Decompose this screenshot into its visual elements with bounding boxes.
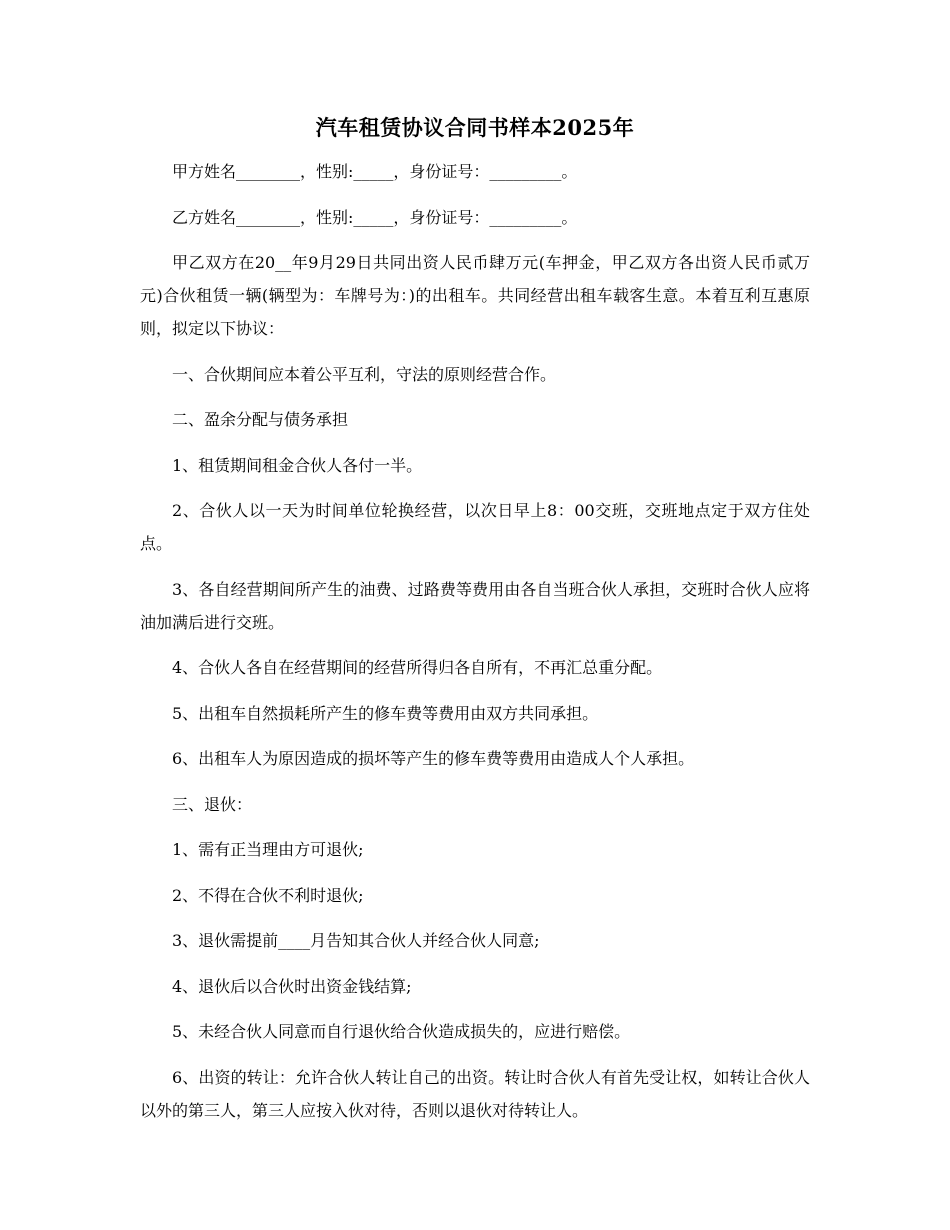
party-a-info: 甲方姓名________，性别:_____，身份证号：_________。 [172,162,578,181]
clause-3-3: 3、退伙需提前____月告知其合伙人并经合伙人同意; [172,931,540,950]
clause-2-5: 5、出租车自然损耗所产生的修车费等费用由双方共同承担。 [172,703,599,723]
clause-3-5: 5、未经合伙人同意而自行退伙给合伙造成损失的，应进行赔偿。 [172,1022,631,1041]
clause-3-6: 6、出资的转让：允许合伙人转让自己的出资。转让时合伙人有首先受让权，如转让合伙人以外的第三人，第三人应按入伙对待，否则以退伙对待转让人。 [140,1067,810,1120]
document-body [140,155,810,1139]
section-heading-profit-debt: 二、盈余分配与债务承担 [172,410,349,429]
section-heading-withdrawal: 三、退伙： [172,794,253,814]
clause-1: 一、合伙期间应本着公平互利，守法的原则经营合作。 [172,364,557,384]
clause-2-4: 4、合伙人各自在经营期间的经营所得归各自所有，不再汇总重分配。 [172,658,663,677]
preamble-paragraph: 甲乙双方在20__年9月29日共同出资人民币肆万元(车押金，甲乙双方各出资人民币贰万元)合伙租赁一辆(辆型为：车牌号为：)的出租车。共同经营出租车载客生意。本着互利互惠原则，拟定以下协议： [140,253,810,338]
party-b-info: 乙方姓名________，性别:_____，身份证号：_________。 [172,207,578,227]
clause-2-3: 3、各自经营期间所产生的油费、过路费等费用由各自当班合伙人承担，交班时合伙人应将油加满后进行交班。 [140,579,810,632]
document-title: 汽车租赁协议合同书样本2025年 [315,115,635,140]
clause-2-2: 2、合伙人以一天为时间单位轮换经营，以次日早上8：00交班，交班地点定于双方住处点。 [140,501,810,553]
clause-2-1: 1、租赁期间租金合伙人各付一半。 [172,455,423,475]
clause-3-4: 4、退伙后以合伙时出资金钱结算; [172,976,412,996]
clause-2-6: 6、出租车人为原因造成的损坏等产生的修车费等费用由造成人个人承担。 [172,749,695,768]
clause-3-1: 1、需有正当理由方可退伙; [172,840,364,859]
clause-3-2: 2、不得在合伙不利时退伙; [172,885,364,905]
